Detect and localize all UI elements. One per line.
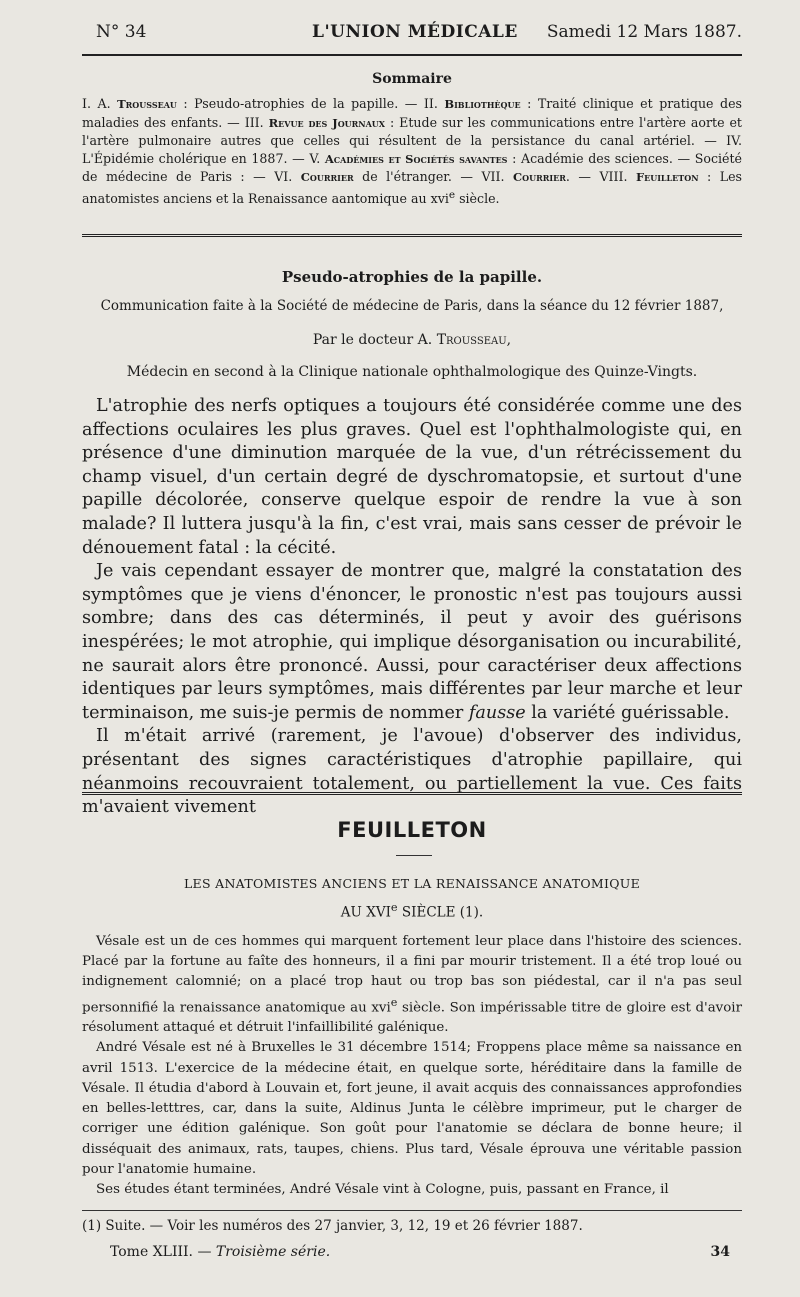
article-title: Pseudo-atrophies de la papille.	[281, 268, 543, 286]
volume-info: Tome XLIII. — Troisième série.	[110, 1244, 331, 1260]
sommaire-rule	[82, 234, 742, 240]
article-author: Par le docteur A. Trousseau,	[312, 332, 512, 348]
article-paragraph: Je vais cependant essayer de montrer que, malgré la constatation des symptômes que je viens d'énoncer, le pronostic n'est pas toujours aussi sombre; dans des cas déterminés, il peut y avoir des guérisons inespérées; le mot atrophie, qui implique désorganisation ou incurabilité, ne saurait alors être prononcé. Aussi, pour caractériser deux affections identiques par leurs symptômes, mais différentes par leur marche et leur terminaison, me suis-je permis de nommer fausse la variété guérissable.	[82, 561, 742, 723]
footnote-rule	[82, 1210, 742, 1211]
issue-date: Samedi 12 Mars 1887.	[546, 22, 742, 42]
page-number: 34	[710, 1244, 730, 1260]
feuilleton-paragraph: Vésale est un de ces hommes qui marquent fortement leur place dans l'histoire des sciences. Placé par la fortune au faîte des honneurs, il a fini par mourir tristement. Il a été trop loué ou indignement calomnié; on a placé trop haut ou trop bas son piédestal, car il n'a pas seul personnifié la renaissance anatomique au xvi$^e$ siècle. Son impérissable titre de gloire est d'avoir résolument attaqué et détruit l'infaillibilité galénique.	[82, 934, 742, 1036]
feuilleton-paragraph: André Vésale est né à Bruxelles le 31 décembre 1514; Froppens place même sa naissance en avril 1513. L'exercice de la médecine était, en quelque sorte, héréditaire dans la famille de Vésale. Il étudia d'abord à Louvain et, fort jeune, il avait acquis des connaissances approfondies en belles-letttres, car, dans la suite, Aldinus Junta le célèbre imprimeur, put le charger de corriger une édition galénique. Son goût pour l'anatomie se déclara de bonne heure; il disséquait des animaux, rats, taupes, chiens. Plus tard, Vésale éprouva une véritable passion pour l'anatomie humaine.	[82, 1040, 742, 1177]
article-body	[82, 395, 742, 820]
feuilleton-subtitle: LES ANATOMISTES ANCIENS ET LA RENAISSANCE ANATOMIQUE	[183, 876, 641, 891]
header-rule	[82, 54, 742, 56]
page-header	[82, 22, 742, 50]
footnote: (1) Suite. — Voir les numéros des 27 janvier, 3, 12, 19 et 26 février 1887.	[82, 1218, 583, 1234]
sommaire-title: Sommaire	[372, 71, 452, 87]
feuilleton-body	[82, 932, 742, 1200]
feuilleton-dash	[396, 855, 432, 856]
issue-number: N° 34	[96, 22, 147, 42]
feuilleton-title: FEUILLETON	[337, 818, 487, 842]
article-subtitle: Communication faite à la Société de médecine de Paris, dans la séance du 12 février 1887,	[100, 298, 724, 314]
feuilleton-subtitle-2: AU XVIe SIÈCLE (1).	[340, 901, 484, 921]
article-paragraph: L'atrophie des nerfs optiques a toujours été considérée comme une des affections oculaires les plus graves. Quel est l'ophthalmologiste qui, en présence d'une diminution marquée de la vue, d'un rétrécissement du champ visuel, d'un certain degré de dyschromatopsie, et surtout d'une papille décolorée, conserve quelque espoir de rendre la vue à son malade? Il luttera jusqu'à la fin, c'est vrai, mais sans cesser de prévoir le dénouement fatal : la cécité.	[82, 396, 742, 558]
sommaire-text: I. A. Trousseau : Pseudo-atrophies de la papille. — II. Bibliothèque : Traité clinique et pratique des maladies des enfants. — III. Revue des Journaux : Etude sur les communications entre l'artère aorte et l'artère pulmonaire autres que celles qui résultent de la persistance du canal artériel. — IV. L'Épidémie cholérique en 1887. — V. Académies et Sociétés savantes : Académie des sciences. — Société de médecine de Paris : — VI. Courrier de l'étranger. — VII. Courrier. — VIII. Feuilleton : Les anatomistes anciens et la Renaissance aantomique au xvi$^e$ siècle.	[82, 96, 743, 206]
article-paragraph: Il m'était arrivé (rarement, je l'avoue) d'observer des individus, présentant des signes caractéristiques d'atrophie papillaire, qui néanmoins recouvraient totalement, ou partiellement la vue. Ces faits m'avaient vivement	[82, 726, 742, 818]
author-position: Médecin en second à la Clinique nationale ophthalmologique des Quinze-Vingts.	[126, 364, 698, 380]
feuilleton-rule	[82, 792, 742, 798]
feuilleton-paragraph: Ses études étant terminées, André Vésale vint à Cologne, puis, passant en France, il	[96, 1181, 669, 1197]
journal-title: L'UNION MÉDICALE	[312, 22, 518, 42]
